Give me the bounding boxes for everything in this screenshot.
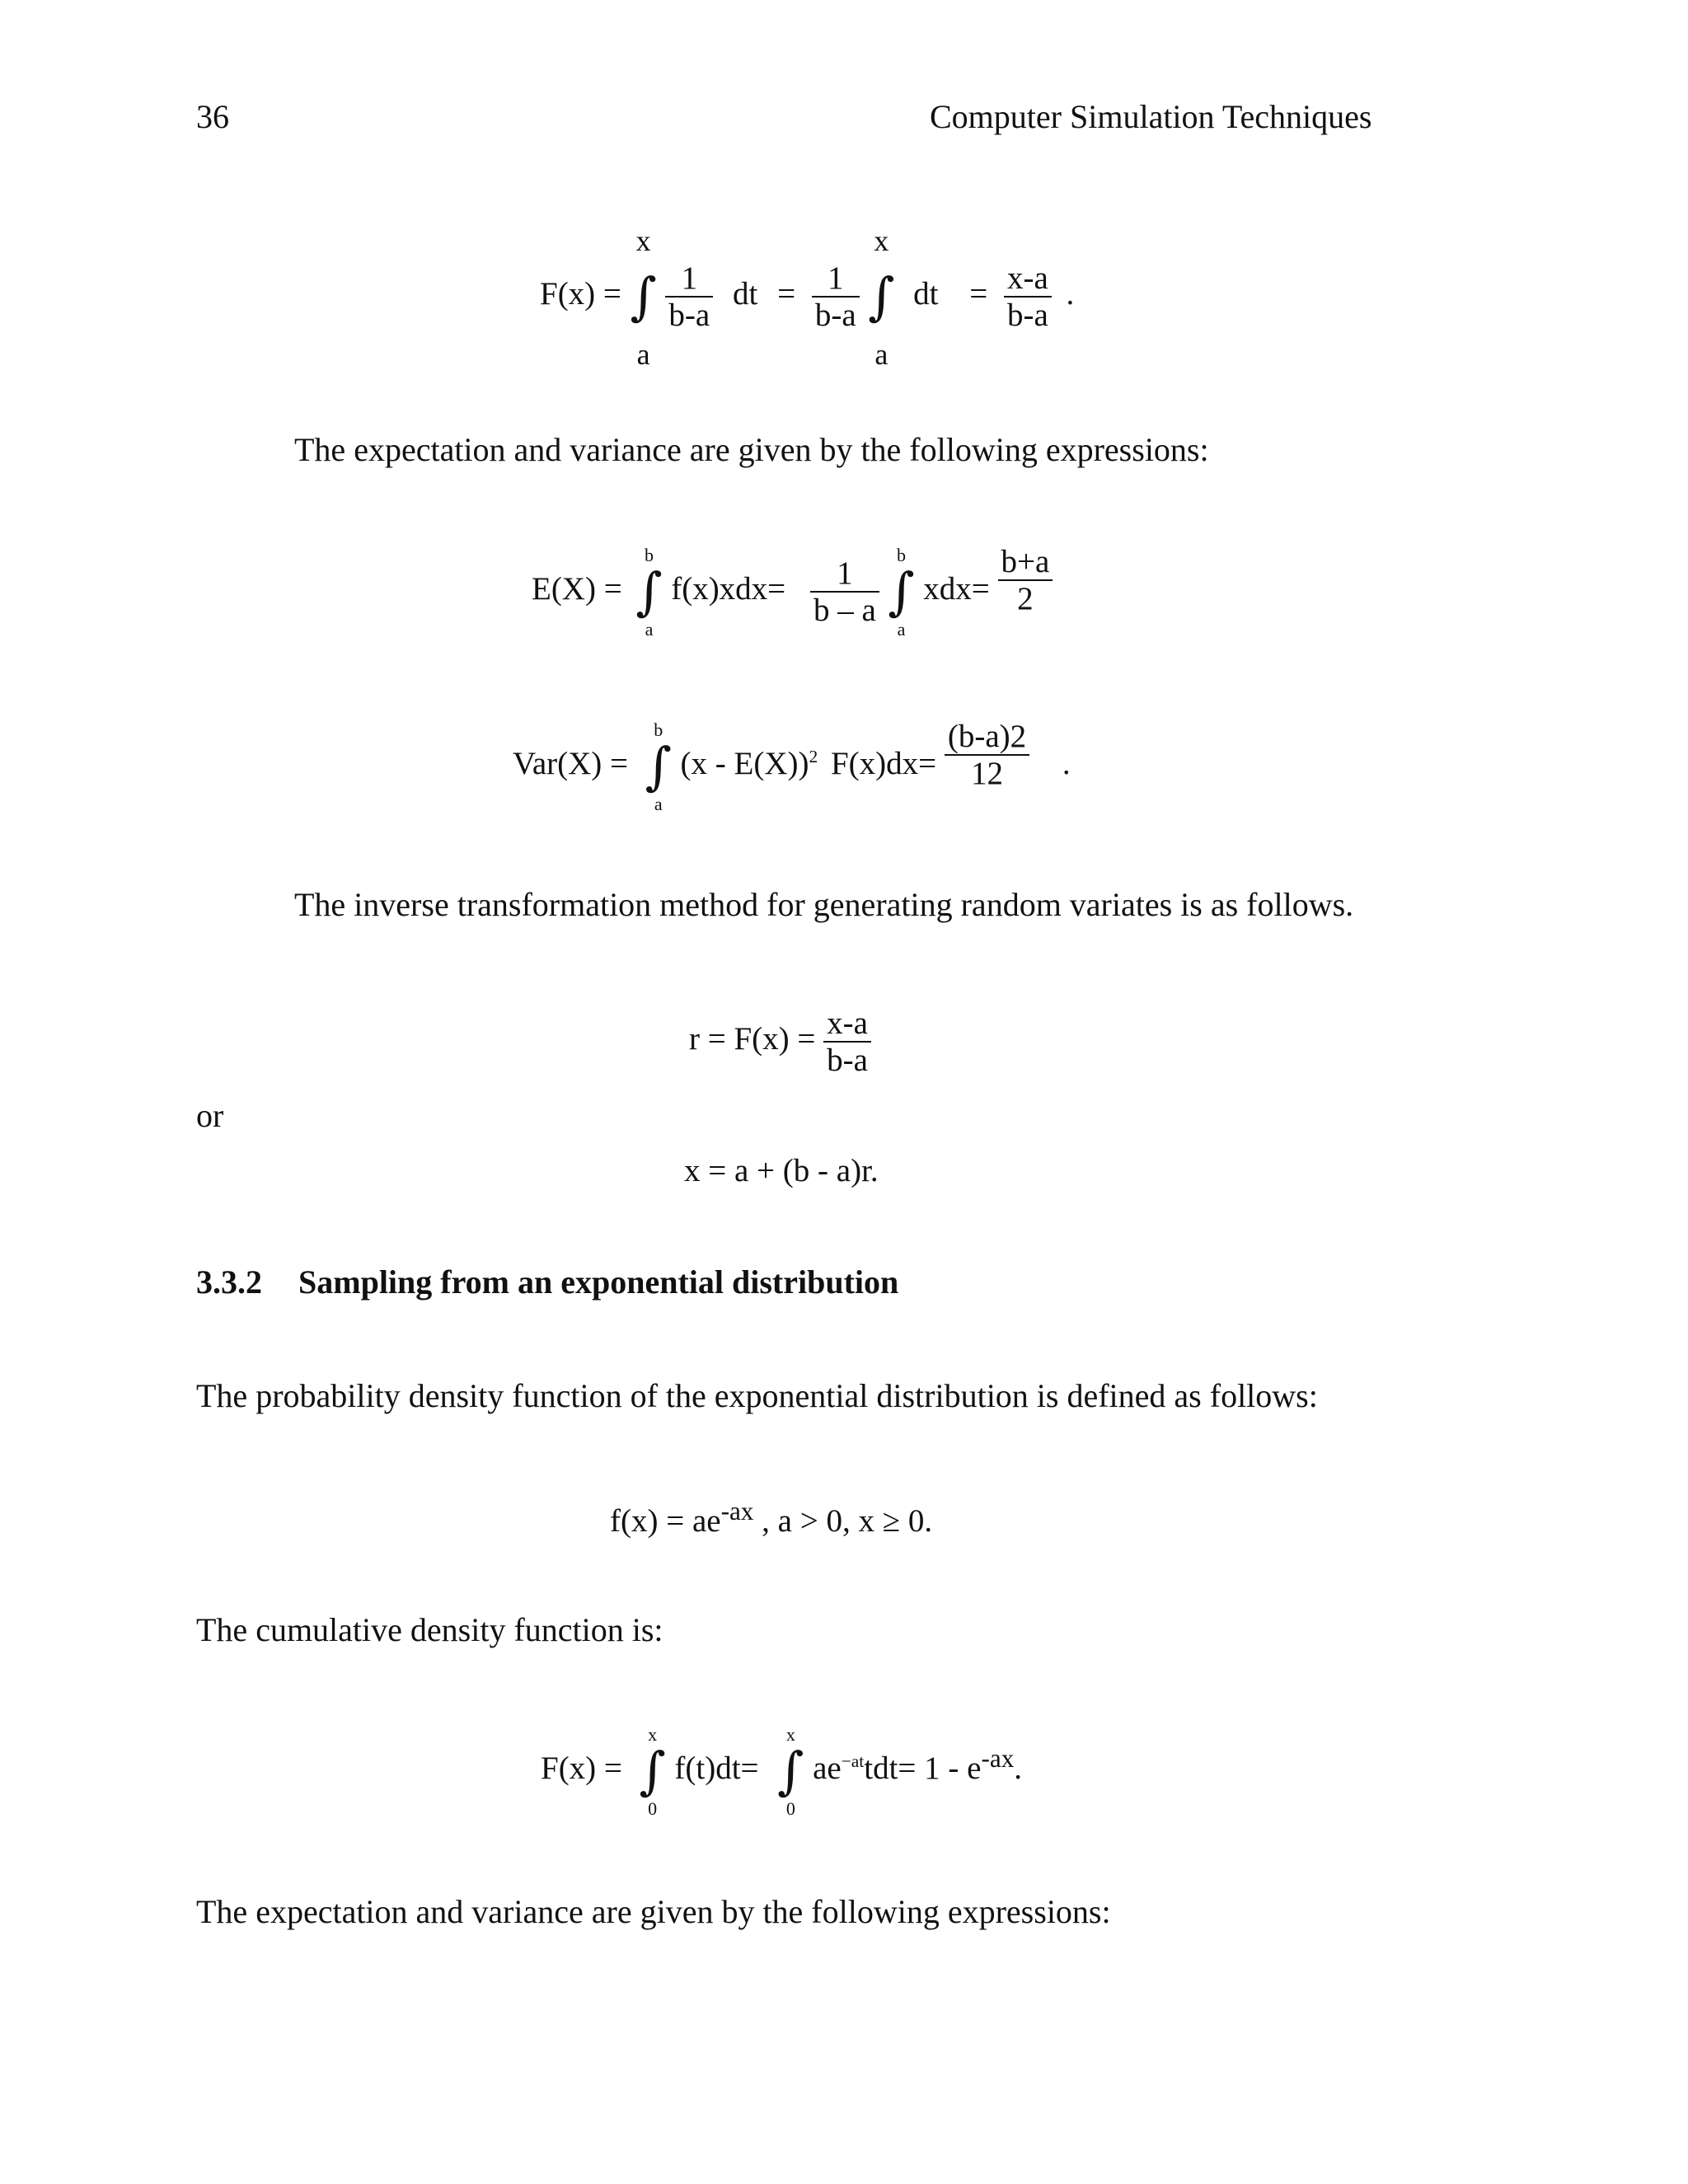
integral-upper-limit: b [897, 545, 906, 565]
equation-expectation [532, 544, 1053, 640]
equation-exponential-cdf [541, 1724, 1023, 1820]
integral-lower-limit: a [636, 338, 650, 371]
integral-sign: x ∫ a [630, 224, 657, 371]
integral-sign: b ∫ a [635, 545, 663, 640]
paragraph: The expectation and variance are given by the following expressions: [196, 1893, 1111, 1930]
equation-inverse [689, 1007, 871, 1076]
equation-uniform-cdf [540, 224, 1075, 371]
eq-term: dt [732, 275, 758, 312]
eq-term: , a > 0, x ≥ 0. [762, 1503, 933, 1539]
eq-term: ae [813, 1750, 842, 1786]
eq-term: tdt= 1 - e [864, 1750, 982, 1786]
eq-lhs: r = F(x) = [689, 1020, 816, 1057]
eq-term: f(x) = ae [610, 1503, 721, 1539]
integral-upper-limit: b [654, 719, 663, 740]
section-number: 3.3.2 [196, 1263, 262, 1301]
eq-period: . [1066, 275, 1075, 312]
word-or: or [196, 1097, 224, 1134]
eq-equals: = [969, 275, 988, 312]
eq-exponent: −at [841, 1751, 865, 1771]
integral-upper-limit: x [648, 1724, 658, 1746]
page-number: 36 [196, 98, 229, 135]
integral-lower-limit: a [654, 794, 663, 814]
eq-term: dt [913, 275, 939, 312]
fraction: $\frac{x-a}{b-a}$ [823, 1007, 871, 1076]
eq-period: . [1062, 745, 1071, 781]
integral-upper-limit: x [635, 224, 651, 257]
equation-x: x = a + (b - a)r. [684, 1153, 879, 1188]
equation-exponential-pdf [610, 1497, 932, 1540]
eq-term: f(x)xdx= [671, 570, 786, 607]
eq-exponent: 2 [809, 746, 818, 766]
integral-sign: b ∫ a [645, 719, 672, 814]
integral-sign: x ∫ a [868, 224, 895, 371]
integral-sign: x ∫ 0 [777, 1724, 804, 1820]
eq-period: . [1014, 1750, 1023, 1786]
paragraph: The inverse transformation method for generating random variates is as follows. [294, 886, 1354, 923]
integral-lower-limit: 0 [648, 1798, 658, 1820]
eq-exponent: -ax [981, 1744, 1015, 1773]
fraction: $\frac{x-a}{b-a}$ [1004, 262, 1052, 331]
integral-sign: x ∫ 0 [639, 1724, 666, 1820]
eq-term: f(t)dt= [674, 1750, 759, 1786]
integral-lower-limit: a [897, 619, 906, 640]
eq-equals: = [777, 275, 796, 312]
fraction: $\frac{(b-a)2}{12}$ [945, 720, 1029, 790]
eq-lhs: Var(X) = [513, 745, 629, 781]
paragraph: The probability density function of the exponential distribution is defined as follows: [196, 1377, 1318, 1414]
integral-upper-limit: x [874, 224, 889, 257]
integral-lower-limit: 0 [785, 1798, 795, 1820]
eq-lhs: F(x) = [540, 275, 621, 312]
section-title: Sampling from an exponential distribution [298, 1263, 899, 1301]
eq-term: (x - E(X)) [680, 745, 809, 781]
fraction: $\frac{1}{b-a}$ [812, 262, 860, 331]
section-heading [196, 1263, 898, 1301]
running-title: Computer Simulation Techniques [930, 98, 1372, 135]
eq-lhs: F(x) = [541, 1750, 622, 1786]
integral-lower-limit: a [874, 338, 889, 371]
eq-exponent: -ax [720, 1497, 754, 1526]
integral-lower-limit: a [645, 619, 654, 640]
fraction: $\frac{1}{b-a}$ [665, 262, 713, 331]
integral-sign: b ∫ a [888, 545, 915, 640]
fraction: $\frac{b+a}{2}$ [998, 546, 1053, 615]
fraction: $\frac{1}{b - a}$ [810, 557, 879, 626]
paragraph: The expectation and variance are given by the following expressions: [294, 431, 1209, 468]
integral-upper-limit: b [644, 545, 654, 565]
equation-variance [513, 719, 1071, 814]
integral-upper-limit: x [785, 1724, 795, 1746]
eq-lhs: E(X) = [532, 570, 622, 607]
eq-term: F(x)dx= [830, 745, 937, 781]
eq-term: xdx= [923, 570, 990, 607]
paragraph: The cumulative density function is: [196, 1611, 663, 1648]
